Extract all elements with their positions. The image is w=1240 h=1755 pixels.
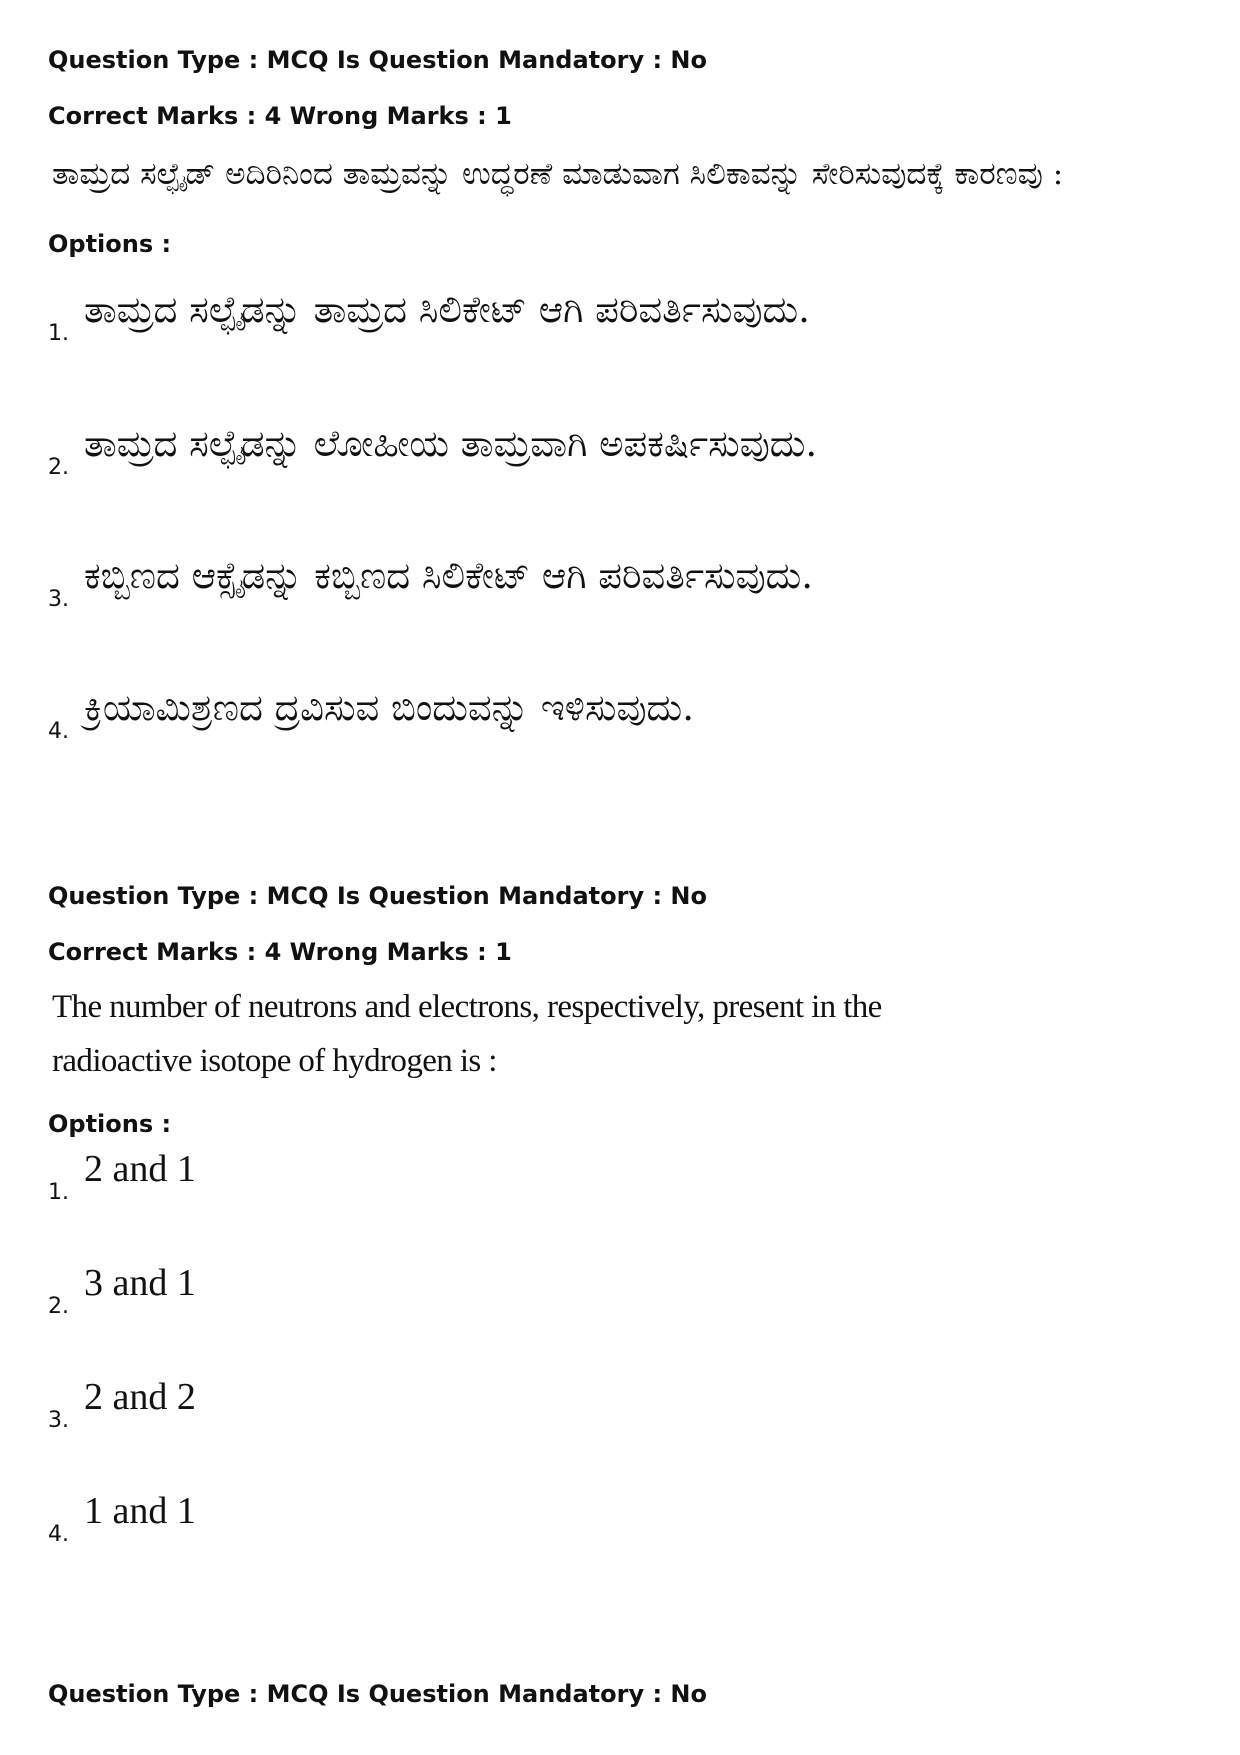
option-item: [48, 1135, 1048, 1205]
question-stem: ತಾಮ್ರದ ಸಲ್ಫೈಡ್ ಅದಿರಿನಿಂದ ತಾಮ್ರವನ್ನು ಉದ್ಧರಣೆ ಮಾಡುವಾಗ ಸಿಲಿಕಾವನ್ನು ಸೇರಿಸುವುದಕ್ಕೆ ಕಾರಣವು :: [52, 156, 1064, 192]
option-number: 1.: [48, 321, 69, 346]
options-label: Options :: [48, 230, 172, 258]
option-item: [48, 1363, 1048, 1433]
question-type-line: Question Type : MCQ Is Question Mandatory : No: [48, 46, 707, 74]
option-text: ತಾಮ್ರದ ಸಲ್ಫೈಡನ್ನು ಲೋಹೀಯ ತಾಮ್ರವಾಗಿ ಅಪಕರ್ಷಿಸುವುದು.: [84, 422, 818, 465]
option-item: [48, 1249, 1048, 1319]
option-text: ಕಬ್ಬಿಣದ ಆಕ್ಸೈಡನ್ನು ಕಬ್ಬಿಣದ ಸಿಲಿಕೇಟ್ ಆಗಿ ಪರಿವರ್ತಿಸುವುದು.: [84, 554, 814, 597]
option-text: 3 and 1: [84, 1262, 196, 1304]
option-number: 3.: [48, 587, 69, 612]
marks-line: Correct Marks : 4 Wrong Marks : 1: [48, 938, 512, 966]
option-text: ಕ್ರಿಯಾಮಿಶ್ರಣದ ದ್ರವಿಸುವ ಬಿಂದುವನ್ನು ಇಳಿಸುವುದು.: [84, 686, 694, 729]
option-number: 4.: [48, 719, 69, 744]
option-number: 2.: [48, 1294, 69, 1319]
option-item: [48, 674, 1048, 744]
question-type-line: Question Type : MCQ Is Question Mandatory : No: [48, 1680, 707, 1708]
option-text: 1 and 1: [84, 1490, 196, 1532]
option-number: 1.: [48, 1180, 69, 1205]
option-item: [48, 276, 1048, 346]
option-number: 3.: [48, 1408, 69, 1433]
marks-line: Correct Marks : 4 Wrong Marks : 1: [48, 102, 512, 130]
option-number: 2.: [48, 455, 69, 480]
option-text: ತಾಮ್ರದ ಸಲ್ಫೈಡನ್ನು ತಾಮ್ರದ ಸಿಲಿಕೇಟ್ ಆಗಿ ಪರಿವರ್ತಿಸುವುದು.: [84, 288, 810, 331]
options-label: Options :: [48, 1110, 172, 1138]
question-type-line: Question Type : MCQ Is Question Mandatory : No: [48, 882, 707, 910]
option-number: 4.: [48, 1522, 69, 1547]
option-text: 2 and 2: [84, 1376, 196, 1418]
option-text: 2 and 1: [84, 1148, 196, 1190]
option-item: [48, 542, 1048, 612]
question-stem: The number of neutrons and electrons, respectively, present in the radioactive isotope of hydrogen is :: [52, 989, 882, 1079]
option-item: [48, 1477, 1048, 1547]
option-item: [48, 410, 1048, 480]
